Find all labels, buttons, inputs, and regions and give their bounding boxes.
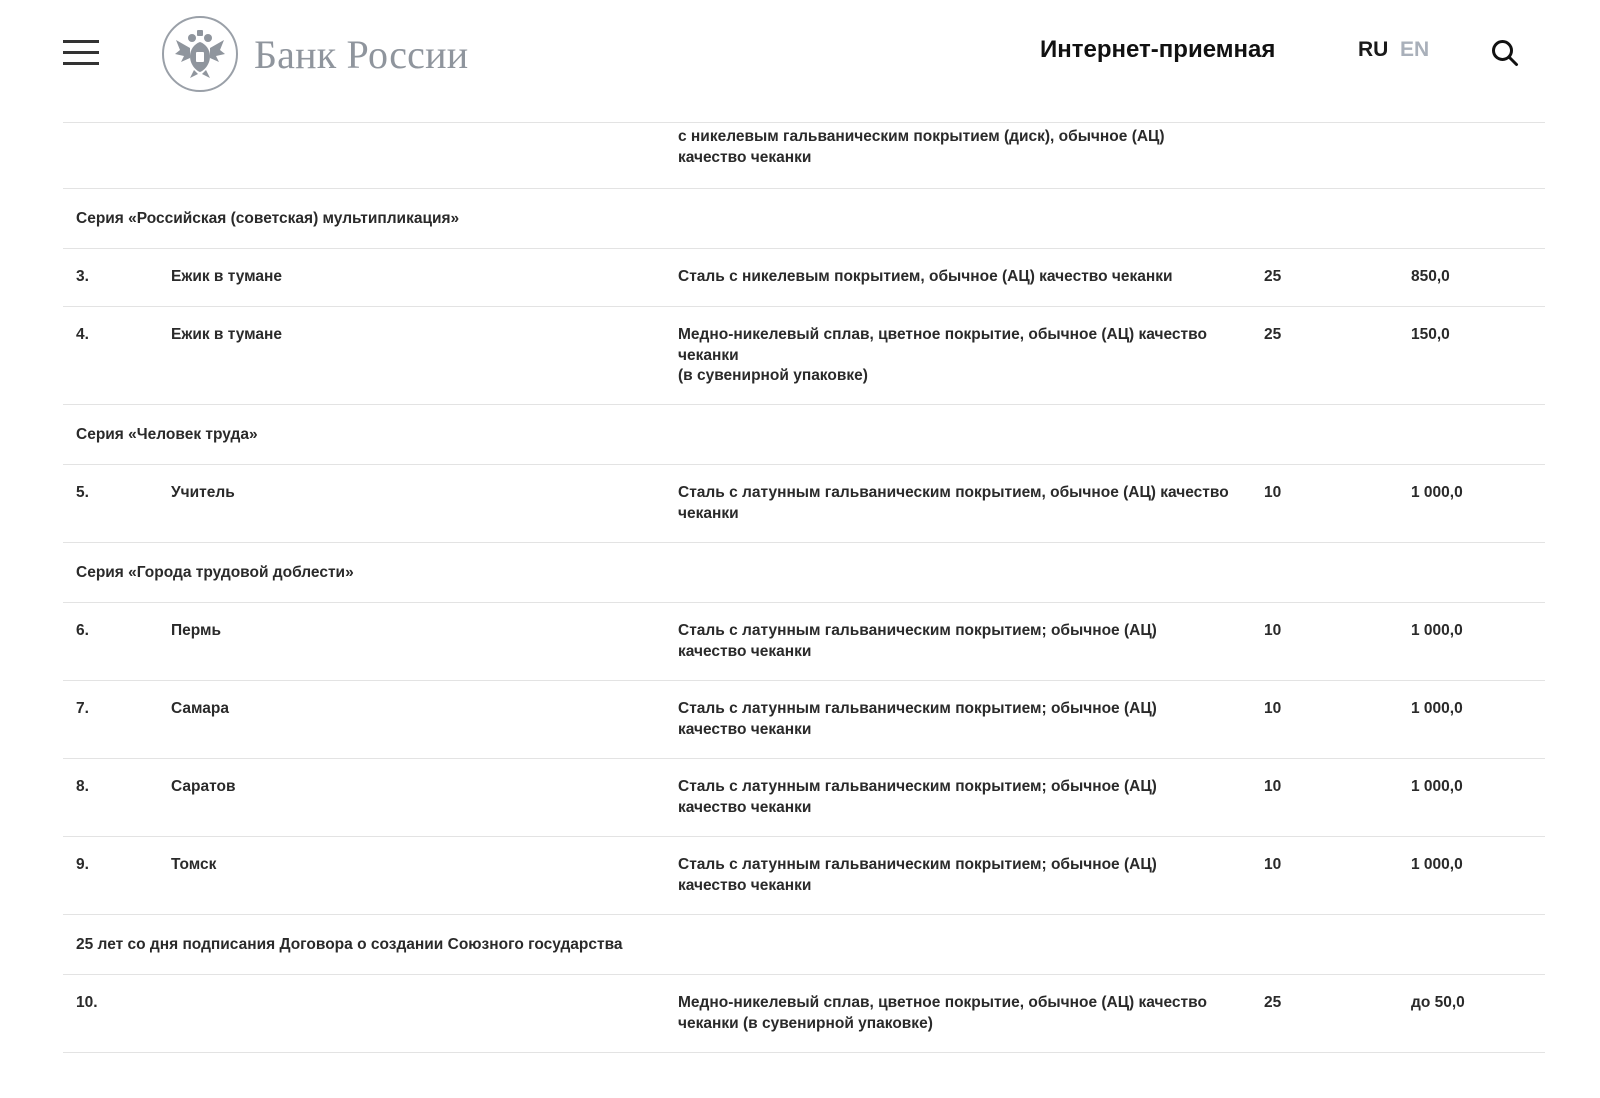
mintage-cell: 1 000,0 — [1411, 856, 1463, 873]
coin-name: Ежик в тумане — [171, 268, 283, 285]
mintage-cell: до 50,0 — [1411, 994, 1465, 1011]
search-icon[interactable] — [1490, 38, 1520, 68]
table-row — [63, 307, 1545, 405]
bank-logo[interactable] — [162, 16, 468, 92]
table-row — [63, 123, 1545, 189]
series-header — [63, 189, 1545, 249]
row-number: 9. — [76, 856, 89, 873]
coin-name: Самара — [171, 700, 229, 717]
lang-en-link[interactable]: EN — [1400, 38, 1430, 61]
material-cell: Сталь с латунным гальваническим покрытием; обычное (АЦ) качество чеканки — [678, 622, 1157, 660]
material-cell: Сталь с латунным гальваническим покрытием; обычное (АЦ) качество чеканки — [678, 856, 1157, 894]
denomination-cell: 10 — [1264, 778, 1282, 795]
mintage-cell: 1 000,0 — [1411, 484, 1463, 501]
series-title: Серия «Человек труда» — [76, 426, 258, 443]
table-row — [63, 603, 1545, 681]
table-row — [63, 249, 1545, 307]
row-number: 6. — [76, 622, 89, 639]
emblem-icon — [162, 16, 238, 92]
site-header — [0, 0, 1600, 108]
series-header — [63, 543, 1545, 603]
coin-name: Учитель — [171, 484, 235, 501]
denomination-cell: 25 — [1264, 994, 1282, 1011]
table-row — [63, 837, 1545, 915]
material-cell: Медно-никелевый сплав, цветное покрытие, обычное (АЦ) качество чеканки (в сувенирной упаковке) — [678, 326, 1207, 384]
internet-reception-link[interactable]: Интернет-приемная — [1040, 36, 1276, 63]
row-number: 10. — [76, 994, 98, 1011]
denomination-cell: 10 — [1264, 856, 1282, 873]
menu-icon[interactable] — [63, 40, 99, 66]
mintage-cell: 1 000,0 — [1411, 700, 1463, 717]
material-cell: Сталь с никелевым покрытием, обычное (АЦ) качество чеканки — [678, 268, 1173, 285]
menu-icon-bar — [63, 40, 99, 43]
material-cell: Медно-никелевый сплав, цветное покрытие, обычное (АЦ) качество чеканки (в сувенирной упаковке) — [678, 994, 1207, 1032]
series-title: Серия «Российская (советская) мультипликация» — [76, 210, 460, 227]
series-title: 25 лет со дня подписания Договора о создании Союзного государства — [76, 936, 623, 953]
denomination-cell: 10 — [1264, 622, 1282, 639]
logo-text: Банк России — [254, 31, 469, 77]
coin-name: Томск — [171, 856, 217, 873]
series-title: Серия «Города трудовой доблести» — [76, 564, 354, 581]
material-cell: с никелевым гальваническим покрытием (диск), обычное (АЦ) качество чеканки — [678, 128, 1165, 166]
coin-name: Пермь — [171, 622, 222, 639]
mintage-cell: 1 000,0 — [1411, 778, 1463, 795]
lang-ru-link[interactable]: RU — [1358, 38, 1389, 61]
series-header — [63, 915, 1545, 975]
menu-icon-bar — [63, 62, 99, 65]
row-number: 5. — [76, 484, 89, 501]
row-number: 4. — [76, 326, 89, 343]
mintage-cell: 1 000,0 — [1411, 622, 1463, 639]
row-number: 8. — [76, 778, 89, 795]
series-header — [63, 405, 1545, 465]
table-row — [63, 465, 1545, 543]
material-cell: Сталь с латунным гальваническим покрытием; обычное (АЦ) качество чеканки — [678, 700, 1157, 738]
table-row — [63, 975, 1545, 1053]
mintage-cell: 850,0 — [1411, 268, 1450, 285]
menu-icon-bar — [63, 51, 99, 54]
row-number: 3. — [76, 268, 89, 285]
table-row — [63, 759, 1545, 837]
row-number: 7. — [76, 700, 89, 717]
mintage-cell: 150,0 — [1411, 326, 1450, 343]
denomination-cell: 10 — [1264, 484, 1282, 501]
coin-name: Саратов — [171, 778, 236, 795]
denomination-cell: 10 — [1264, 700, 1282, 717]
material-cell: Сталь с латунным гальваническим покрытием, обычное (АЦ) качество чеканки — [678, 484, 1229, 522]
coin-name: Ежик в тумане — [171, 326, 283, 343]
denomination-cell: 25 — [1264, 326, 1282, 343]
material-cell: Сталь с латунным гальваническим покрытием; обычное (АЦ) качество чеканки — [678, 778, 1157, 816]
denomination-cell: 25 — [1264, 268, 1282, 285]
table-row — [63, 681, 1545, 759]
coins-table — [63, 122, 1545, 1053]
